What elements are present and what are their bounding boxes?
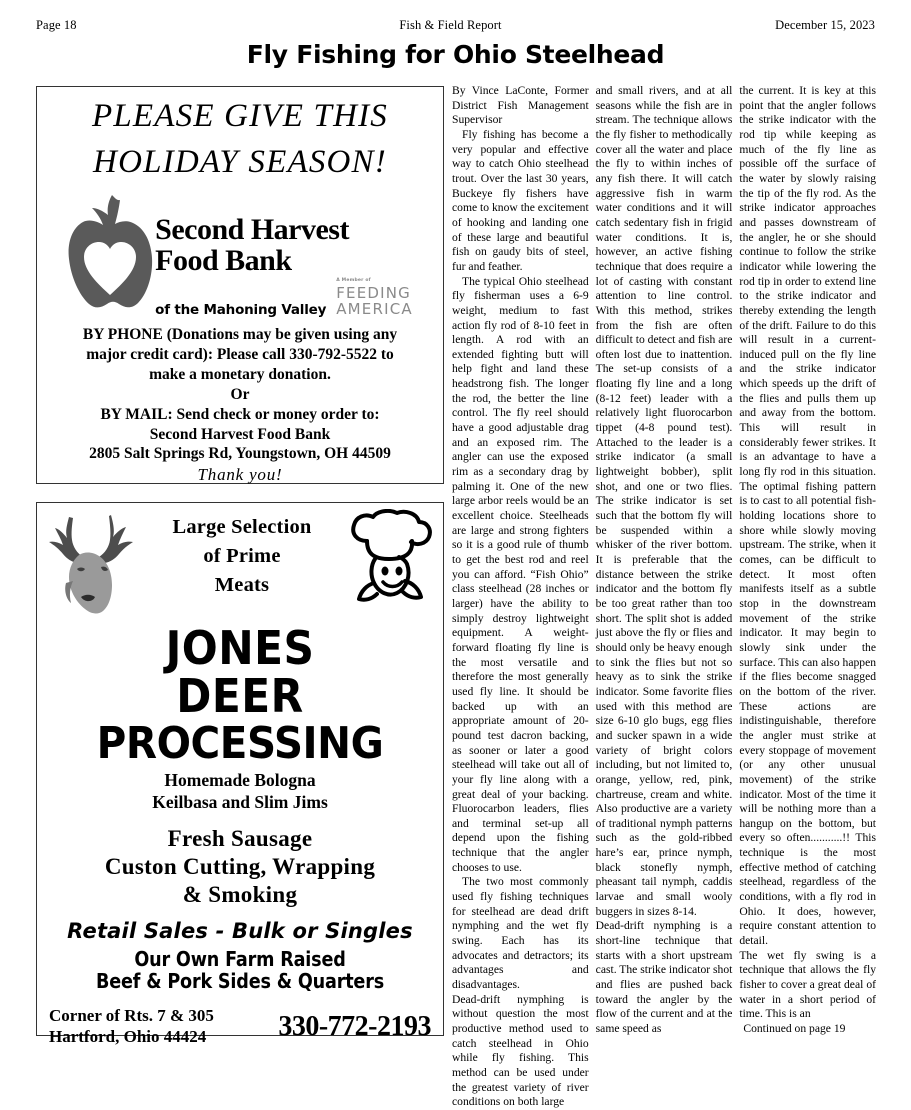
article-paragraph: Fly fishing has become a very popular and effective way to catch Ohio steelhead trout. Over the last 30 years, Buckeye fly fishers have come to know the excitement of hooking and landing one of these large and beautiful fish on gaudy bits of steel, fur and feather. (452, 127, 589, 273)
ad-give-line-1: PLEASE GIVE THIS (92, 98, 388, 134)
article-column-3 (739, 84, 876, 1110)
tagline-line: Meats (214, 574, 270, 597)
donation-instructions (45, 325, 435, 464)
service-line: Custon Cutting, Wrapping (104, 854, 376, 880)
article-paragraph: Dead-drift nymphing is a short-line technique that starts with a short upstream cast. The strike indicator shot and flies are pushed back toward the angler by the flow of the current and at the same speed as (595, 919, 733, 1035)
ad-tagline (139, 513, 345, 600)
deer-head-icon (43, 511, 139, 619)
services-list (43, 825, 437, 909)
donation-line: make a monetary donation. (149, 366, 331, 384)
article-byline: By Vince LaConte, Former District Fish Management Supervisor (452, 84, 589, 127)
ad-jones-deer-processing[interactable] (36, 502, 444, 1046)
page-masthead (36, 18, 875, 34)
business-name-line: DEER (176, 668, 304, 723)
food-bank-wordmark (155, 187, 413, 317)
article-column-1 (452, 84, 589, 1110)
article-paragraph: and small rivers, and at all seasons while the fish are in stream. The technique allows the fly fisher to methodically cover all the water and place the fly to within inches of any fish there. It will catch aggressive fish in warm water conditions and it will catch sedentary fish in frigid water conditions. It is, however, an active fishing technique that does require a lot of casting with constant attention to line control. With this method, strikes from the fish are often difficult to detect and fish are often lost due to inattention. The set-up consists of a floating fly line and a long (8-12 feet) leader with a relatively light fluorocarbon tippet (4-8 pound test). Attached to the leader is a strike indicator (a small lightweight bobber), split shot, and one or two flies. The strike indicator is set such that the bottom fly will be suspended within a whisker of the river bottom. It is preferable that the distance between the strike indicator and the bottom fly be too great rather than too short. The split shot is added just above the fly or flies and should only be heavy enough to sink the flies but not so heavy as to sink the strike indicator. Some favorite flies used with this method are size 6-10 glo bugs, egg flies and sucker spawn in a wide variety of bright colors including, but not limited to, orange, yellow, red, pink, chartreuse, cream and white. Also productive are a variety of traditional nymph patterns such as the gold-ribbed hare’s ear, prince nymph, black stonefly nymph, pheasant tail nymph, caddis larvae and small wooly buggers in sizes 8-14. (595, 84, 733, 918)
farm-line: Our Own Farm Raised (134, 947, 346, 972)
tagline-line: of Prime (203, 545, 281, 568)
address-line: Corner of Rts. 7 & 305 (49, 1006, 214, 1026)
ad-footer-row (43, 1006, 437, 1047)
homemade-line: Homemade Bologna (164, 770, 316, 791)
donation-line: major credit card): Please call 330-792-5522 to (86, 346, 394, 364)
food-bank-name-line-1: Second Harvest (155, 213, 349, 247)
business-name-line: JONES (165, 621, 315, 675)
article-paragraph: Dead-drift nymphing is without question the most productive method used to catch steelhead in Ohio while fly fishing. This method can be used under the greatest variety of river conditions on both large (452, 992, 589, 1109)
donation-line: BY MAIL: Send check or money order to: (100, 405, 380, 423)
address-line: Hartford, Ohio 44424 (49, 1026, 207, 1046)
homemade-products (43, 770, 437, 813)
publication-name-label: Fish & Field Report (399, 18, 502, 32)
service-line: Fresh Sausage (167, 826, 313, 852)
article-paragraph: The two most commonly used fly fishing techniques for steelhead are dead drift nymphing and the wet fly swing. Each has its advocates and detractors; its advantages and disadvantages. (452, 875, 589, 992)
ad-give-line-2: HOLIDAY SEASON! (93, 144, 387, 181)
business-name-line: PROCESSING (96, 717, 384, 769)
donation-line: 2805 Salt Springs Rd, Youngstown, OH 44509 (89, 445, 391, 463)
thank-you-label: Thank you! (197, 465, 283, 485)
feeding-america-line-2: AMERICA (336, 300, 413, 319)
food-bank-logo (45, 187, 435, 319)
retail-sales-line: Retail Sales - Bulk or Singles (67, 919, 413, 944)
business-address (49, 1006, 214, 1047)
tagline-line: Large Selection (172, 516, 312, 538)
homemade-line: Keilbasa and Slim Jims (152, 791, 328, 812)
business-name (59, 621, 421, 769)
issue-date-label: December 15, 2023 (775, 18, 875, 32)
article-paragraph: the current. It is key at this point that the angler follows the strike indicator with the rod tip while keeping as much of the fly line as possible off the surface of the water by slowly raising the tip of the fly rod. As the strike indicator approaches and passes downstream of the angler, he or she should continue to follow the strike indicator while lowering the rod tip in order to extend line to the strike indicator and thereby extending the length of the drift. Failure to do this will result in a current-induced pull on the fly line and the strike indicator which speeds up the drift of the flies and pulls them up and away from the bottom. This will result in considerably fewer strikes. It is an advantage to have a long fly rod in this situation. The optimal fishing pattern is to cast to all potential fish-holding locations shore to shore while slowly moving upstream. The strike, when it comes, can be difficult to detect. It most often manifests itself as a subtle stop in the downstream movement of the strike indicator. It may begin to slowly sink under the surface. This can also happen if the flies become snagged on the bottom of the river. These actions are indistinguishable, therefore the angler must strike at every stoppage of movement (or any other unusual movement) of the strike indicator. Most of the time it will be nothing more than a hangup on the bottom, but every so often...........!! This technique is the most effective method of catching steelhead, regardless of the conditions, with a fly rod in Ohio. It does, however, require constant attention to detail. (739, 84, 877, 948)
article-headline: Fly Fishing for Ohio Steelhead (246, 40, 665, 69)
ad-header-row (43, 507, 437, 625)
feeding-member-of-label: A Member of (336, 277, 371, 283)
feeding-america-line-1: FEEDING (336, 284, 411, 303)
chef-cow-icon (345, 509, 437, 615)
donation-line: Second Harvest Food Bank (149, 425, 331, 443)
farm-line: Beef & Pork Sides & Quarters (95, 969, 385, 994)
service-line: & Smoking (182, 882, 298, 908)
ad-second-harvest-food-bank[interactable] (36, 86, 444, 484)
business-phone-number[interactable]: 330-772-2193 (278, 1010, 431, 1042)
food-bank-tagline: of the Mahoning Valley (155, 301, 327, 318)
food-bank-name-line-2: Food Bank (155, 244, 292, 278)
donation-line: Or (230, 385, 250, 403)
article-paragraph: The typical Ohio steelhead fly fisherman uses a 6-9 weight, medium to fast action fly rod of 8-10 feet in length. A rod with an extended fighting butt will help fight and land these headstrong fish. The longer the rod, the better the line control. The fly reel should have a good adjustable drag and an exposed rim. The angler can use the exposed rim as a secondary drag by palming it. One of the new large arbor reels would be an excellent choice. Steelheads are large and strong fighters so it is a good rule of thumb to get the best rod and reel you can afford. “Fish Ohio” class steelhead (28 inches or larger) have the ability to simply destroy lightweight equipment. A weight-forward floating fly line is the most versatile and therefore the most generally used fly line. It should be backed up with an appropriate amount of 20-pound test dacron backing, as sooner or later a good steelhead will take out all of your fly line along with a great deal of your backing. Fluorocarbon leaders, flies and terminal set-up all depend upon the fishing technique that the angler chooses to use. (452, 274, 589, 874)
continued-on-page-link[interactable]: Continued on page 19 (743, 1022, 846, 1035)
article-column-2 (596, 84, 733, 1110)
farm-raised-block (67, 948, 414, 992)
apple-heart-icon (67, 191, 153, 311)
feeding-america-logo (336, 279, 413, 318)
donation-line: BY PHONE (Donations may be given using any (82, 326, 398, 344)
article-body (452, 84, 876, 1110)
page-number-label: Page 18 (36, 18, 77, 32)
advertisements-column (36, 86, 444, 1046)
article-paragraph: The wet fly swing is a technique that allows the fly fisher to cover a great deal of water in a short period of time. This is an (739, 948, 877, 1021)
